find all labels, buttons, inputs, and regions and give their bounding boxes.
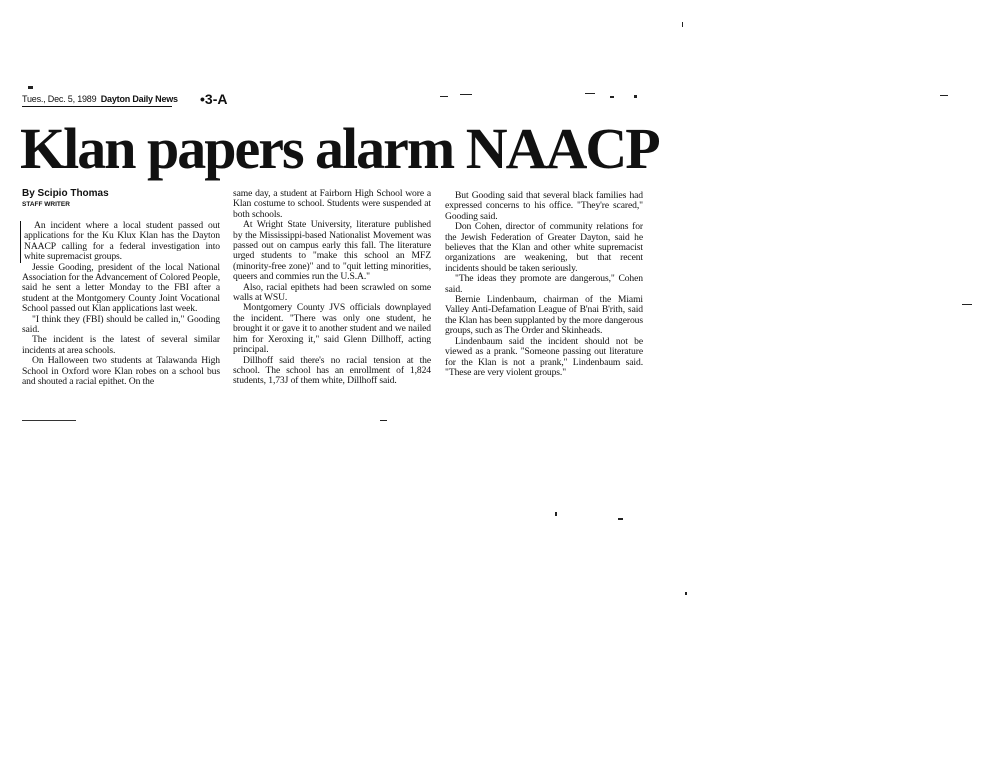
paragraph: same day, a student at Fairborn High School wore a Klan costume to school. Students were suspended at both schools. (233, 188, 431, 220)
scan-speck (685, 592, 687, 595)
scan-speck (460, 94, 472, 95)
paragraph: Jessie Gooding, president of the local National Association for the Advancement of Colored People, said he sent a letter Monday to the FBI after a student at the Montgomery County Joint Vocational School passed out Klan applications last week. (22, 261, 220, 315)
paragraph: The incident is the latest of several similar incidents at area schools. (22, 334, 220, 356)
article-column-1 (22, 221, 220, 388)
headline: Klan papers alarm NAACP (20, 116, 659, 181)
paragraph: But Gooding said that several black families had expressed concerns to his office. "They're scared," Gooding said. (445, 190, 643, 222)
article-column-2 (233, 189, 431, 387)
paragraph: An incident where a local student passed out applications for the Ku Klux Klan has the Dayton NAACP calling for a federal investigation into white supremacist groups. (20, 221, 220, 263)
scan-speck (618, 518, 623, 520)
scan-speck (962, 304, 972, 305)
scan-speck (682, 22, 683, 27)
scan-speck (440, 96, 448, 97)
paragraph: Montgomery County JVS officials downplayed the incident. "There was only one student, he brought it or gave it to another student and we nailed him for Xeroxing it," said Glenn Dillhoff, acting principal. (233, 302, 431, 356)
dateline-rule (22, 106, 172, 107)
scan-speck (585, 93, 595, 94)
byline-title: STAFF WRITER (22, 201, 70, 208)
paragraph: Also, racial epithets had been scrawled on some walls at WSU. (233, 281, 431, 304)
paragraph: On Halloween two students at Talawanda High School in Oxford wore Klan robes on a school bus and shouted a racial epithet. On the (22, 355, 220, 388)
paragraph: Dillhoff said there's no racial tension at the school. The school has an enrollment of 1,824 students, 1,73J of them white, Dillhoff said. (233, 354, 431, 387)
paragraph: "The ideas they promote are dangerous," Cohen said. (445, 273, 643, 295)
article-column-3 (445, 191, 643, 378)
newspaper-name: Dayton Daily News (100, 94, 178, 104)
paragraph: Lindenbaum said the incident should not be viewed as a prank. "Someone passing out literature for the Klan is not a prank," Lindenbaum said. "These are very violent groups." (445, 335, 643, 378)
dateline (22, 94, 178, 104)
scan-speck (555, 512, 557, 516)
paragraph: Don Cohen, director of community relations for the Jewish Federation of Greater Dayton, said he believes that the Klan and other white supremacist organizations are weakening, but that recent incidents should be taken seriously. (445, 221, 643, 274)
byline: By Scipio Thomas (22, 188, 109, 199)
scan-speck (940, 95, 948, 96)
section-page: •3-A (200, 91, 228, 107)
scan-speck (28, 86, 33, 89)
scan-speck (634, 95, 637, 98)
scan-speck (380, 420, 387, 421)
dateline-date: Tues., Dec. 5, 1989 (22, 94, 97, 104)
bottom-rule (22, 420, 76, 421)
paragraph: At Wright State University, literature published by the Mississippi-based Nationalist Movement was passed out on campus early this fall. The literature urged students to "make this school an MFZ (minority-free zone)" and to "quit letting minorities, queers and commies run the U.S.A." (233, 219, 431, 283)
scan-speck (610, 96, 614, 98)
paragraph: Bernie Lindenbaum, chairman of the Miami Valley Anti-Defamation League of B'nai B'rith, said the Klan has been supplanted by the more dangerous groups, such as The Order and Skinheads. (445, 294, 643, 337)
paragraph: "I think they (FBI) should be called in," Gooding said. (22, 313, 220, 336)
